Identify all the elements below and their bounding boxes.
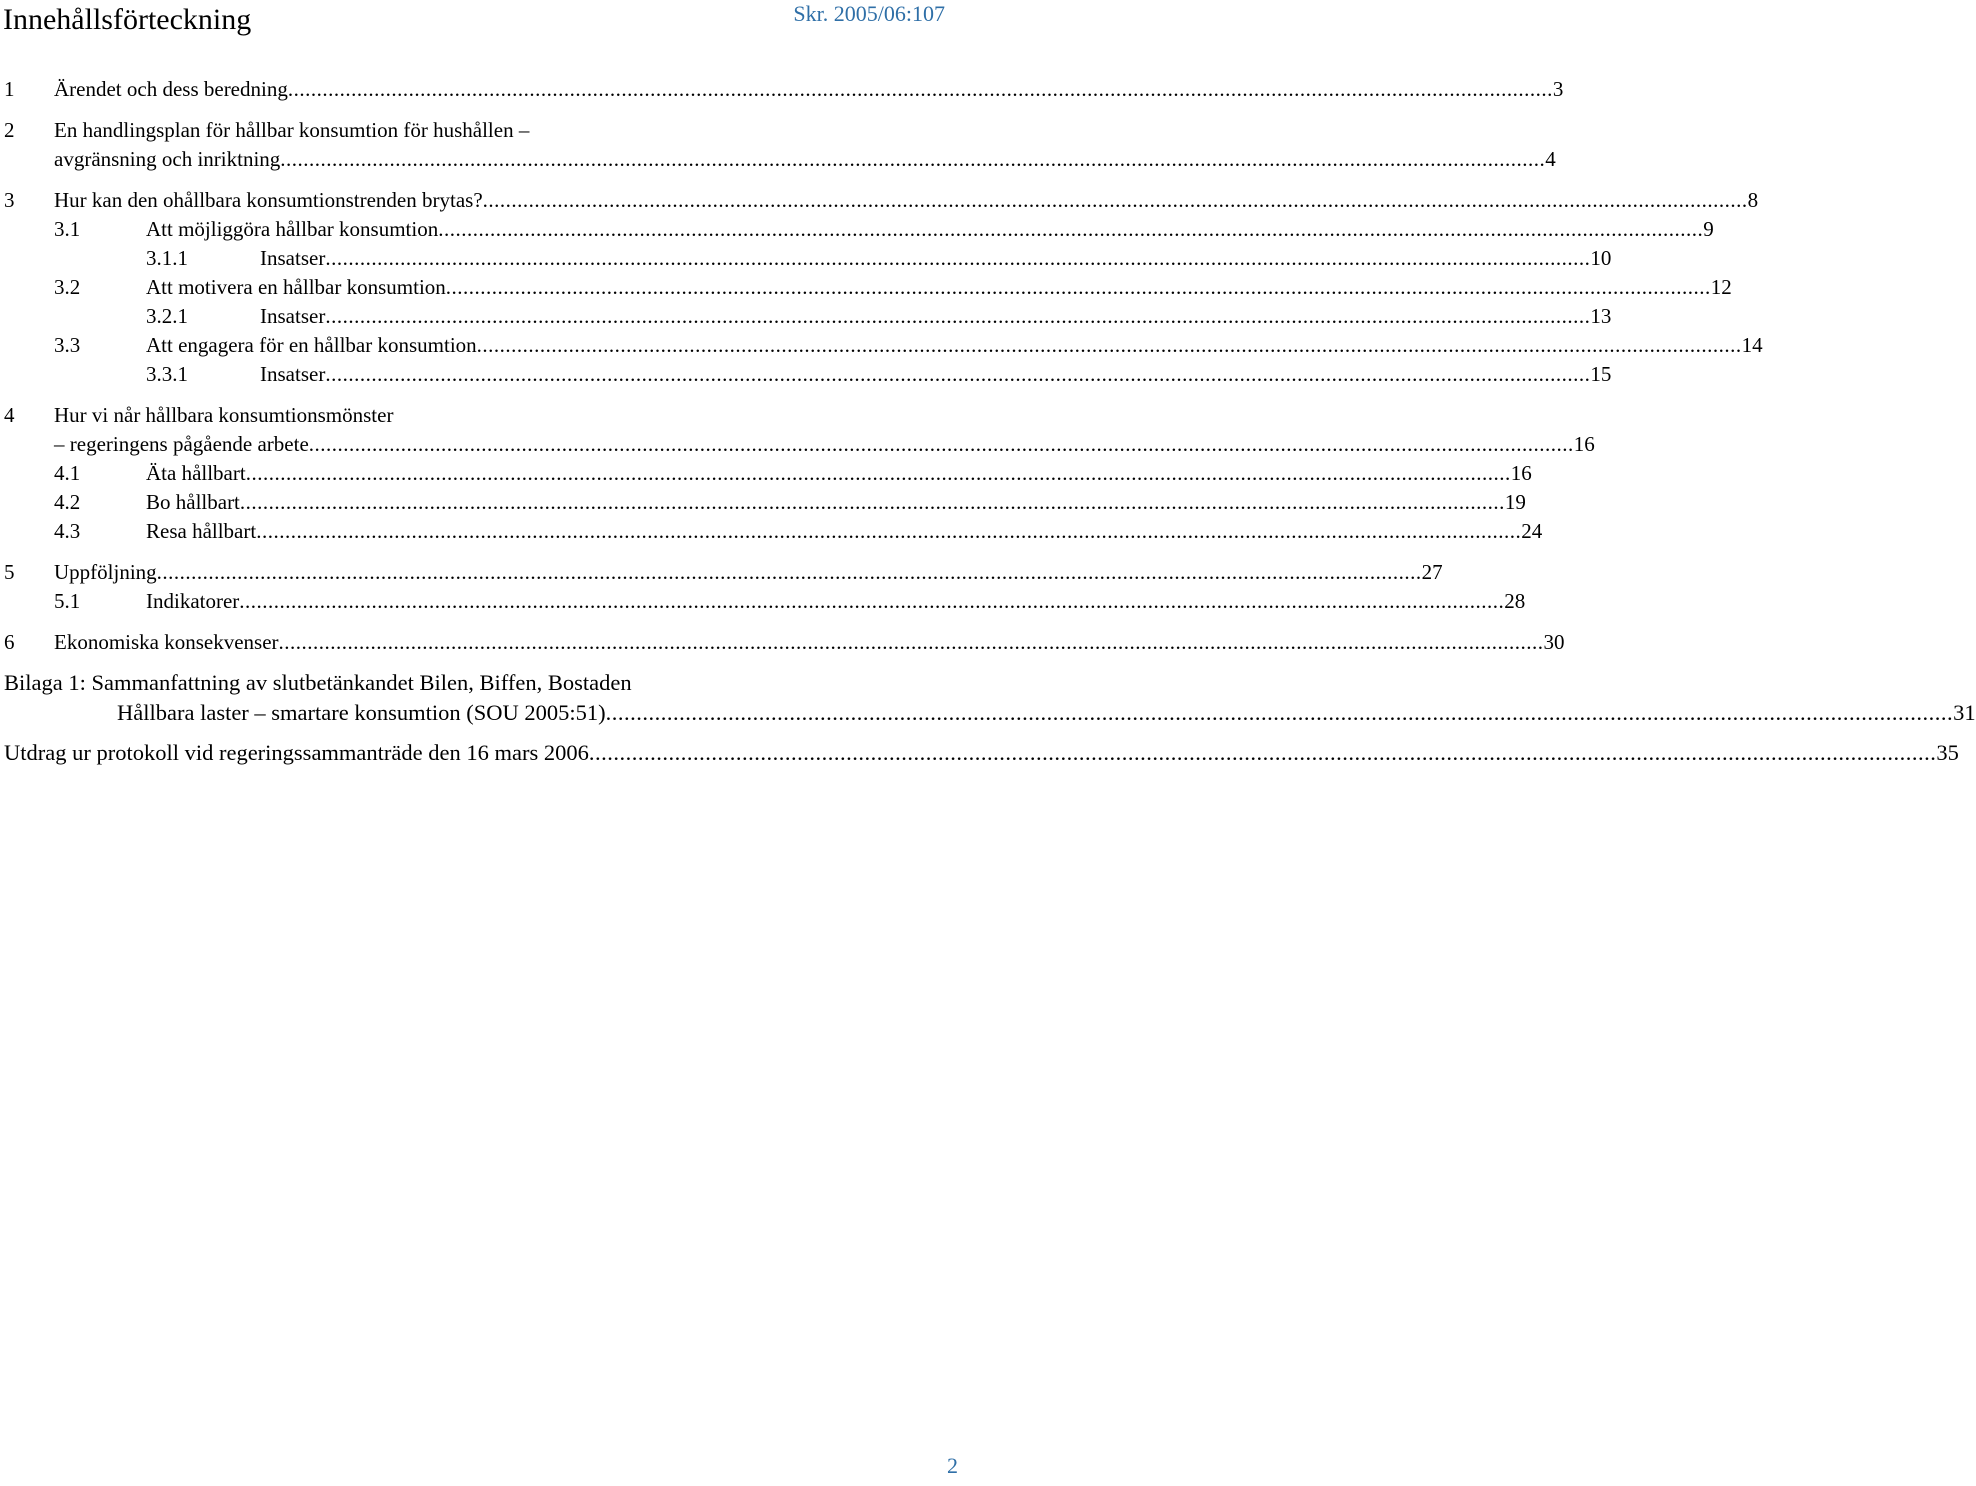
toc-entry-title-continued: – regeringens pågående arbete bbox=[54, 432, 309, 456]
toc-entry-title: Hur vi når hållbara konsumtionsmönster bbox=[54, 403, 394, 427]
toc-entry-title: Uppföljning bbox=[54, 560, 157, 584]
toc-dot-leader bbox=[606, 699, 1954, 727]
toc-entry-3-2[interactable] bbox=[54, 273, 1732, 301]
toc-entry-number: 5.1 bbox=[54, 589, 81, 613]
toc-entry-title: Insatser bbox=[260, 304, 326, 328]
toc-dot-leader bbox=[325, 302, 1590, 330]
toc-entry-page: 35 bbox=[1936, 740, 1959, 765]
toc-entry-4-3[interactable] bbox=[54, 517, 1543, 545]
toc-entry-5-1[interactable] bbox=[54, 587, 1526, 615]
toc-entry-title-continued: Hållbara laster – smartare konsumtion (SOU 2005:51) bbox=[117, 700, 606, 725]
toc-dot-leader bbox=[589, 739, 1937, 767]
toc-entry-page: 30 bbox=[1543, 630, 1565, 654]
toc-entry-page: 16 bbox=[1573, 432, 1595, 456]
toc-entry-4-2[interactable] bbox=[54, 488, 1526, 516]
toc-dot-leader bbox=[288, 75, 1553, 103]
toc-dot-leader bbox=[325, 360, 1590, 388]
toc-entry-number: 4.2 bbox=[54, 490, 81, 514]
toc-entry-page: 14 bbox=[1741, 333, 1763, 357]
toc-entry-page: 4 bbox=[1545, 147, 1556, 171]
toc-dot-leader bbox=[157, 558, 1422, 586]
toc-dot-leader bbox=[438, 215, 1703, 243]
toc-entry-2[interactable] bbox=[54, 145, 1556, 173]
toc-entry-page: 15 bbox=[1590, 362, 1612, 386]
toc-entry-page: 13 bbox=[1590, 304, 1612, 328]
toc-entry-3[interactable] bbox=[4, 186, 1759, 214]
toc-entry-number: 3.1.1 bbox=[146, 246, 188, 270]
toc-entry-page: 3 bbox=[1552, 77, 1564, 101]
page-number: 2 bbox=[947, 1453, 958, 1478]
toc-entry-number: 3.1 bbox=[54, 217, 81, 241]
toc-entry-page: 8 bbox=[1747, 188, 1759, 212]
toc-entry-title: En handlingsplan för hållbar konsumtion för hushållen – bbox=[54, 118, 530, 142]
toc-entry-4-first-line[interactable] bbox=[4, 401, 393, 429]
toc-entry-1[interactable] bbox=[4, 75, 1564, 103]
toc-dot-leader bbox=[325, 244, 1590, 272]
toc-entry-6[interactable] bbox=[4, 628, 1565, 656]
toc-entry-title: Hur kan den ohållbara konsumtionstrenden brytas? bbox=[54, 188, 483, 212]
toc-dot-leader bbox=[446, 273, 1711, 301]
toc-entry-number: 6 bbox=[4, 630, 15, 654]
toc-entry-number: 3 bbox=[4, 188, 15, 212]
toc-entry-title: Ekonomiska konsekvenser bbox=[54, 630, 279, 654]
toc-entry-appendix-1[interactable] bbox=[117, 699, 1976, 727]
toc-entry-title: Insatser bbox=[260, 246, 326, 270]
toc-entry-5[interactable] bbox=[4, 558, 1443, 586]
toc-dot-leader bbox=[279, 628, 1544, 656]
toc-entry-title: Att motivera en hållbar konsumtion bbox=[146, 275, 446, 299]
toc-dot-leader bbox=[309, 430, 1574, 458]
toc-entry-3-1[interactable] bbox=[54, 215, 1714, 243]
toc-entry-number: 3.3.1 bbox=[146, 362, 188, 386]
toc-dot-leader bbox=[477, 331, 1742, 359]
toc-entry-title: Bo hållbart bbox=[146, 490, 240, 514]
toc-entry-page: 28 bbox=[1504, 589, 1526, 613]
toc-entry-title: Indikatorer bbox=[146, 589, 240, 613]
toc-entry-2-first-line[interactable] bbox=[4, 116, 529, 144]
toc-entry-protocol-extract[interactable] bbox=[4, 739, 1959, 767]
toc-entry-3-3-1[interactable] bbox=[146, 360, 1612, 388]
toc-entry-number: 3.2.1 bbox=[146, 304, 188, 328]
toc-entry-page: 31 bbox=[1953, 700, 1976, 725]
toc-entry-title: Insatser bbox=[260, 362, 326, 386]
toc-entry-3-3[interactable] bbox=[54, 331, 1763, 359]
toc-entry-number: 4 bbox=[4, 403, 15, 427]
toc-entry-title-continued: avgränsning och inriktning bbox=[54, 147, 281, 171]
toc-entry-4-1[interactable] bbox=[54, 459, 1532, 487]
toc-dot-leader bbox=[240, 488, 1505, 516]
toc-entry-number: 3.3 bbox=[54, 333, 81, 357]
toc-entry-title: Att möjliggöra hållbar konsumtion bbox=[146, 217, 439, 241]
toc-entry-page: 24 bbox=[1521, 519, 1543, 543]
toc-entry-number: 1 bbox=[4, 77, 15, 101]
toc-entry-page: 16 bbox=[1510, 461, 1532, 485]
page-title: Innehållsförteckning bbox=[3, 3, 252, 36]
toc-entry-number: 4.1 bbox=[54, 461, 81, 485]
toc-dot-leader bbox=[246, 459, 1511, 487]
toc-entry-page: 19 bbox=[1504, 490, 1526, 514]
toc-entry-title: Resa hållbart bbox=[146, 519, 257, 543]
toc-entry-3-1-1[interactable] bbox=[146, 244, 1612, 272]
toc-entry-title: Att engagera för en hållbar konsumtion bbox=[146, 333, 477, 357]
toc-dot-leader bbox=[256, 517, 1521, 545]
toc-entry-3-2-1[interactable] bbox=[146, 302, 1612, 330]
toc-entry-title: Ärendet och dess beredning bbox=[54, 77, 288, 101]
toc-entry-title: Äta hållbart bbox=[146, 461, 246, 485]
toc-entry-page: 12 bbox=[1710, 275, 1732, 299]
document-reference: Skr. 2005/06:107 bbox=[793, 1, 945, 26]
toc-appendix-first-line[interactable]: Bilaga 1: Sammanfattning av slutbetänkandet Bilen, Biffen, Bostaden bbox=[4, 670, 632, 695]
toc-entry-page: 9 bbox=[1703, 217, 1714, 241]
toc-entry-number: 3.2 bbox=[54, 275, 81, 299]
toc-entry-4[interactable] bbox=[54, 430, 1595, 458]
toc-entry-number: 4.3 bbox=[54, 519, 81, 543]
toc-entry-page: 10 bbox=[1590, 246, 1612, 270]
toc-entry-number: 2 bbox=[4, 118, 15, 142]
toc-entry-title: Utdrag ur protokoll vid regeringssammanträde den 16 mars 2006 bbox=[4, 740, 589, 765]
toc-entry-page: 27 bbox=[1421, 560, 1443, 584]
toc-dot-leader bbox=[239, 587, 1504, 615]
toc-entry-number: 5 bbox=[4, 560, 15, 584]
toc-dot-leader bbox=[280, 145, 1545, 173]
toc-dot-leader bbox=[483, 186, 1748, 214]
